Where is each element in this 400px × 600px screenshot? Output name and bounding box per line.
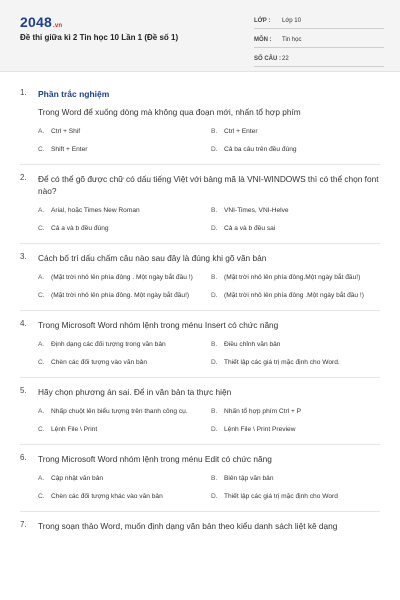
option-b[interactable]	[211, 124, 384, 138]
option-c[interactable]	[38, 221, 211, 235]
option-text: Lệnh File \ Print Preview	[224, 425, 296, 433]
option-text: Định dạng các đối tượng trong văn bản	[51, 340, 166, 348]
logo-main: 2048	[20, 14, 52, 30]
question-text: Cách bố trí dấu chấm câu nào sau đây là đúng khi gõ văn bản	[38, 253, 267, 263]
option-letter: C.	[38, 492, 45, 500]
question-number: 5.	[20, 386, 27, 395]
option-d[interactable]	[211, 355, 384, 369]
option-b[interactable]	[211, 203, 384, 217]
option-text: Cả a và b đều đúng	[51, 224, 109, 232]
option-letter: C.	[38, 224, 45, 232]
question-2	[0, 173, 400, 235]
option-a[interactable]	[38, 404, 211, 418]
meta-count	[254, 52, 384, 67]
option-c[interactable]	[38, 288, 211, 302]
meta-label: LỚP :	[254, 18, 271, 24]
option-letter: C.	[38, 291, 45, 299]
option-letter: C.	[38, 358, 45, 366]
option-text: (Mặt trời nhô lên phía đông .Một ngày bắt đầu !)	[224, 291, 364, 299]
option-letter: D.	[211, 224, 218, 232]
option-a[interactable]	[38, 471, 211, 485]
option-d[interactable]	[211, 489, 384, 503]
divider	[20, 511, 380, 512]
option-text: Chèn các đối tượng vào văn bản	[51, 358, 147, 366]
question-6	[0, 453, 400, 503]
option-text: VNI-Times, VNI-Helve	[224, 206, 289, 214]
option-d[interactable]	[211, 288, 384, 302]
option-text: Nhấn tổ hợp phím Ctrl + P	[224, 407, 302, 415]
question-5	[0, 386, 400, 436]
option-text: Thiết lập các giá trị mặc định cho Word.	[224, 358, 340, 366]
option-text: Lệnh File \ Print	[51, 425, 98, 433]
section-title: Phần trắc nghiệm	[38, 89, 110, 99]
option-b[interactable]	[211, 471, 384, 485]
option-letter: D.	[211, 291, 218, 299]
question-3	[0, 252, 400, 302]
question-number: 4.	[20, 319, 27, 328]
divider	[20, 377, 380, 378]
option-letter: A.	[38, 273, 45, 281]
meta-value: Lớp 10	[282, 18, 301, 24]
question-text: Trong Word để xuống dòng mà không qua đoạn mới, nhấn tổ hợp phím	[38, 107, 301, 117]
question-4	[0, 319, 400, 369]
question-number: 2.	[20, 173, 27, 182]
option-text: Nhấp chuột lên biểu tượng trên thanh công cụ.	[51, 407, 188, 415]
option-text: (Mặt trời nhô lên phía đông . Một ngày bắt đầu !)	[51, 273, 193, 281]
logo-suffix: .vn	[52, 23, 63, 29]
option-letter: B.	[211, 474, 218, 482]
option-letter: A.	[38, 206, 45, 214]
option-text: Ctrl + Enter	[224, 127, 258, 135]
option-text: Cả ba câu trên đều đúng	[224, 145, 297, 153]
meta-value: Tin học	[282, 37, 302, 43]
divider	[20, 310, 380, 311]
page-header	[0, 0, 400, 72]
options-grid	[38, 124, 380, 156]
option-d[interactable]	[211, 221, 384, 235]
question-text: Để có thể gõ được chữ có dấu tiếng Việt với bảng mã là VNI-WINDOWS thì có thể chọn font nào?	[38, 174, 379, 196]
option-a[interactable]	[38, 203, 211, 217]
options-grid	[38, 404, 380, 436]
question-number: 6.	[20, 453, 27, 462]
option-letter: C.	[38, 145, 45, 153]
option-c[interactable]	[38, 142, 211, 156]
option-a[interactable]	[38, 270, 211, 284]
option-text: Chèn các đối tượng khác vào văn bản	[51, 492, 163, 500]
exam-title: Đề thi giữa kì 2 Tin học 10 Lần 1 (Đề số 1)	[20, 33, 179, 42]
question-number: 3.	[20, 252, 27, 261]
option-a[interactable]	[38, 124, 211, 138]
option-letter: A.	[38, 407, 45, 415]
option-text: (Mặt trời nhô lên phía đông. Một ngày bắt đầu!)	[51, 291, 190, 299]
meta-label: MÔN :	[254, 37, 272, 43]
option-b[interactable]	[211, 337, 384, 351]
meta-subject	[254, 33, 384, 48]
option-letter: C.	[38, 425, 45, 433]
option-a[interactable]	[38, 337, 211, 351]
option-text: Thiết lập các giá trị mặc định cho Word	[224, 492, 338, 500]
option-letter: B.	[211, 407, 218, 415]
option-text: Cả a và b đều sai	[224, 224, 276, 232]
question-text: Trong soạn thảo Word, muốn định dạng văn bản theo kiểu danh sách liệt kê dạng	[38, 521, 338, 531]
option-letter: B.	[211, 127, 218, 135]
option-d[interactable]	[211, 422, 384, 436]
option-b[interactable]	[211, 270, 384, 284]
option-letter: D.	[211, 358, 218, 366]
option-b[interactable]	[211, 404, 384, 418]
option-text: Cập nhật văn bản	[51, 474, 104, 482]
divider	[20, 243, 380, 244]
option-c[interactable]	[38, 422, 211, 436]
options-grid	[38, 270, 380, 302]
option-text: Shift + Enter	[51, 145, 88, 153]
question-text: Trong Microsoft Word nhóm lệnh trong ménu Edit có chức năng	[38, 454, 272, 464]
meta-class	[254, 14, 384, 29]
option-text: Arial, hoặc Times New Roman	[51, 206, 140, 214]
meta-value: 22	[282, 56, 289, 62]
options-grid	[38, 471, 380, 503]
options-grid	[38, 337, 380, 369]
option-letter: D.	[211, 492, 218, 500]
option-letter: D.	[211, 425, 218, 433]
site-logo[interactable]	[20, 14, 62, 30]
option-letter: A.	[38, 474, 45, 482]
question-7	[0, 520, 400, 532]
option-letter: B.	[211, 206, 218, 214]
divider	[20, 444, 380, 445]
option-text: Điều chỉnh văn bản	[224, 340, 281, 348]
option-letter: A.	[38, 127, 45, 135]
question-number: 7.	[20, 520, 27, 529]
question-number: 1.	[20, 88, 27, 97]
option-letter: B.	[211, 340, 218, 348]
option-letter: B.	[211, 273, 218, 281]
option-letter: A.	[38, 340, 45, 348]
exam-meta	[254, 14, 384, 71]
option-c[interactable]	[38, 355, 211, 369]
option-c[interactable]	[38, 489, 211, 503]
option-letter: D.	[211, 145, 218, 153]
option-text: (Mặt trời nhô lên phía đông.Một ngày bắt đầu!)	[224, 273, 361, 281]
questions-list	[0, 72, 400, 532]
question-1	[0, 88, 400, 156]
meta-label: SỐ CÂU :	[254, 56, 281, 62]
option-text: Ctrl + Shif	[51, 127, 81, 135]
option-text: Biên tập văn bản	[224, 474, 274, 482]
options-grid	[38, 203, 380, 235]
option-d[interactable]	[211, 142, 384, 156]
question-text: Hãy chọn phương án sai. Để in văn bản ta thực hiện	[38, 387, 232, 397]
divider	[20, 164, 380, 165]
question-text: Trong Microsoft Word nhóm lệnh trong ménu Insert có chức năng	[38, 320, 279, 330]
